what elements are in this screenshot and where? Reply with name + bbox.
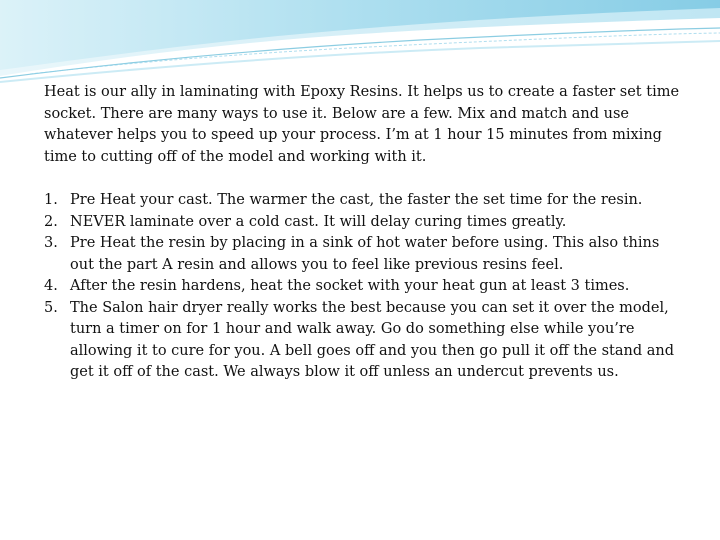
- list-number: 5.: [44, 299, 58, 316]
- list-item: [44, 276, 684, 298]
- list-item: [44, 190, 684, 212]
- list-text: NEVER laminate over a cold cast. It will delay curing times greatly.: [70, 213, 567, 230]
- list-text: After the resin hardens, heat the socket with your heat gun at least 3 times.: [70, 278, 630, 294]
- list-item: [44, 233, 684, 276]
- list-text: Pre Heat your cast. The warmer the cast, the faster the set time for the resin.: [70, 192, 643, 208]
- slide-body: [44, 82, 684, 384]
- list-number: 2.: [44, 213, 58, 230]
- list-number: 4.: [44, 278, 58, 294]
- list-item: [44, 212, 684, 234]
- list-text: Pre Heat the resin by placing in a sink of hot water before using. This also thins out the part A resin and allows you to feel like previous resins feel.: [70, 235, 660, 273]
- list-number: 1.: [44, 192, 58, 208]
- list-text: The Salon hair dryer really works the best because you can set it over the model, turn a timer on for 1 hour and walk away. Go do something else while you’re allowing it to cure for you. A bell goes off and you then go pull it off the stand and get it off of the cast. We always blow it off unless an undercut prevents us.: [70, 299, 675, 380]
- steps-list: [44, 190, 684, 384]
- list-item: [44, 298, 684, 384]
- list-number: 3.: [44, 235, 58, 251]
- intro-paragraph: Heat is our ally in laminating with Epoxy Resins. It helps us to create a faster set time socket. There are many ways to use it. Below are a few. Mix and match and use whatever helps you to speed up your process. I’m at 1 hour 15 minutes from mixing time to cutting off of the model and working with it.: [44, 84, 680, 165]
